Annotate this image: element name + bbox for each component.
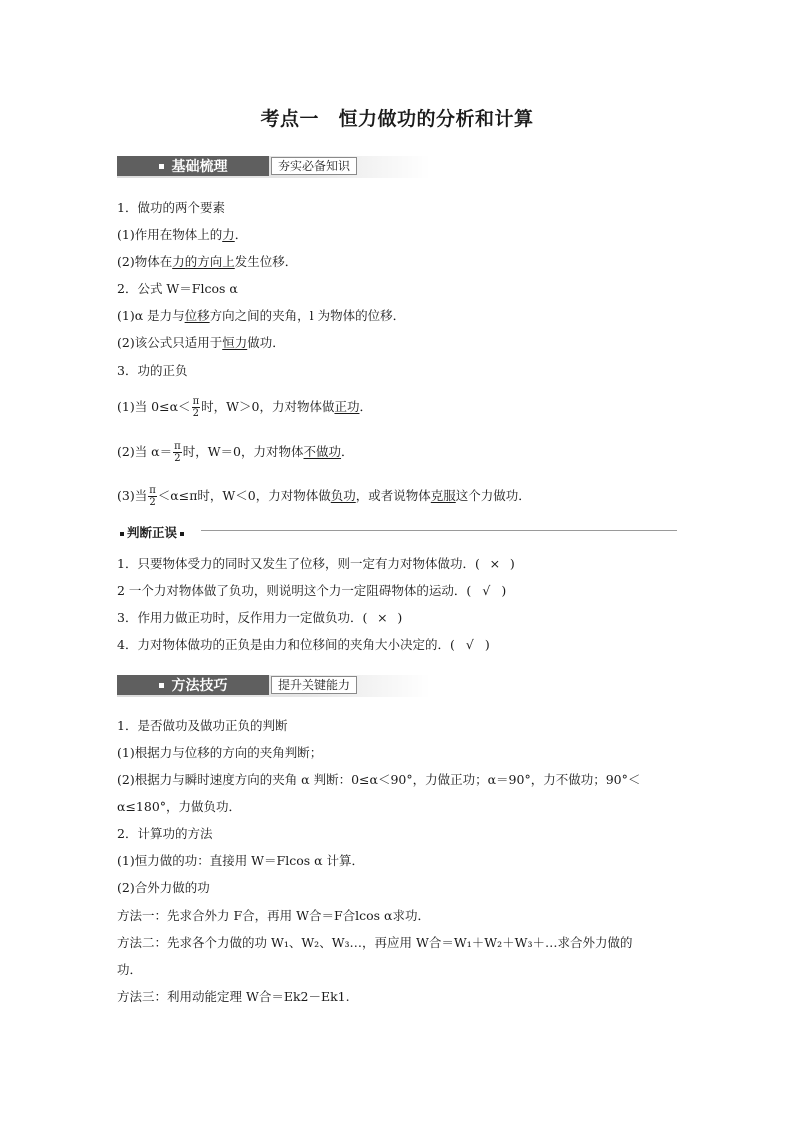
judge-mark: √ — [465, 637, 474, 652]
blank-answer: 力的方向上 — [172, 254, 235, 269]
methods-heading-1: 1．是否做功及做功正负的判断 — [117, 718, 288, 733]
section-heading-label: 基础梳理 — [171, 159, 228, 175]
methods-heading-2: 2．计算功的方法 — [117, 826, 213, 841]
methods-line-3: (1)恒力做的功：直接用 W＝Flcos α 计算． — [117, 853, 365, 868]
basics-line-3: (1)α 是力与位移方向之间的夹角，l 为物体的位移． — [117, 308, 406, 323]
basics-line-4: (2)该公式只适用于恒力做功． — [117, 335, 285, 350]
section-tag: 夯实必备知识 — [271, 157, 357, 175]
blank-answer: 正功 — [334, 399, 360, 414]
basics-line-2: (2)物体在力的方向上发生位移． — [117, 254, 298, 269]
methods-line-2b: α≤180°，力做负功． — [117, 799, 242, 814]
blank-answer: 位移 — [184, 308, 210, 323]
basics-heading-3: 3．功的正负 — [117, 363, 188, 378]
section-banner-methods — [117, 675, 430, 697]
judge-mark: × — [489, 556, 501, 571]
basics-heading-2: 2．公式 W＝Flcos α — [117, 281, 238, 296]
judge-header — [117, 523, 677, 539]
blank-answer: 恒力 — [222, 335, 248, 350]
square-bullet-icon — [180, 532, 184, 536]
page-title: 考点一 恒力做功的分析和计算 — [260, 108, 534, 130]
square-bullet-icon — [159, 164, 164, 169]
square-bullet-icon — [159, 683, 164, 688]
section-heading — [117, 675, 269, 695]
judge-heading: 判断正误 — [127, 525, 178, 540]
blank-answer: 负功 — [330, 488, 356, 503]
method-one: 方法一：先求合外力 F合，再用 W合＝F合lcos α求功． — [117, 908, 430, 923]
judge-mark: × — [377, 610, 388, 625]
methods-line-2a: (2)根据力与瞬时速度方向的夹角 α 判断：0≤α＜90°，力做正功；α＝90°，力不做功；90°＜ — [117, 772, 641, 787]
judge-item: 1．只要物体受力的同时又发生了位移，则一定有力对物体做功．( × ) — [117, 556, 515, 571]
method-two-a: 方法二：先求各个力做的功 W₁、W₂、W₃…，再应用 W合＝W₁＋W₂＋W₃＋…求合外力做的 — [117, 935, 633, 950]
judge-item: 4．力对物体做功的正负是由力和位移间的夹角大小决定的．( √ ) — [117, 637, 490, 652]
fraction-pi-over-2: $\frac{\pi}{2}$ — [174, 441, 181, 464]
basics-line-6: (2)当 α＝ $\frac{\pi}{2}$ 时，W＝0，力对物体不做功． — [117, 441, 354, 464]
section-heading — [117, 156, 269, 176]
judge-item: 3．作用力做正功时，反作用力一定做负功．( × ) — [117, 610, 403, 625]
blank-answer: 力 — [222, 227, 235, 242]
blank-answer: 不做功 — [303, 444, 342, 459]
basics-line-7: (3)当 $\frac{\pi}{2}$ ＜α≤π时，W＜0，力对物体做负功，或者说物体克服这个力做功． — [117, 485, 531, 508]
section-banner-basics — [117, 156, 430, 178]
methods-line-4: (2)合外力做的功 — [117, 880, 210, 895]
basics-line-5: (1)当 0≤α＜ $\frac{\pi}{2}$ 时，W＞0，力对物体做正功． — [117, 396, 372, 419]
fraction-pi-over-2: $\frac{\pi}{2}$ — [149, 485, 156, 508]
section-heading-label: 方法技巧 — [171, 678, 228, 694]
fraction-pi-over-2: $\frac{\pi}{2}$ — [192, 396, 200, 419]
basics-heading-1: 1．做功的两个要素 — [117, 200, 225, 215]
judge-mark: √ — [482, 583, 491, 598]
method-three: 方法三：利用动能定理 W合＝Ek2－Ek1. — [117, 989, 350, 1004]
methods-line-1: (1)根据力与位移的方向的夹角判断； — [117, 745, 323, 760]
basics-line-1: (1)作用在物体上的力． — [117, 227, 248, 242]
square-bullet-icon — [120, 532, 124, 536]
blank-answer: 克服 — [430, 488, 456, 503]
section-tag: 提升关键能力 — [271, 676, 357, 694]
divider — [201, 530, 677, 531]
judge-item: 2 一个力对物体做了负功，则说明这个力一定阻碍物体的运动．( √ ) — [117, 583, 507, 598]
method-two-b: 功． — [117, 962, 143, 977]
